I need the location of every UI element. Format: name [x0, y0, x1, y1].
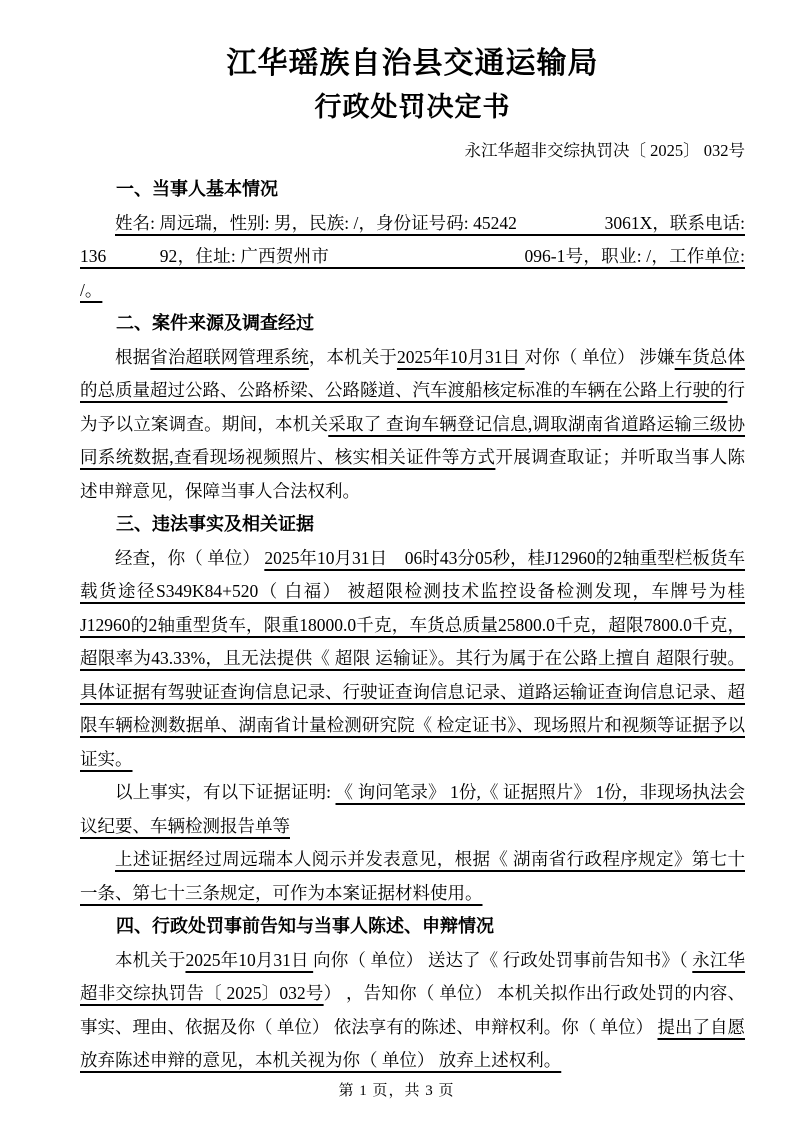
filled-blank-text: 姓名: 周远瑞，性别: 男，民族: /，身份证号码: 45242 3061X，联系电话: 136 92，住址: 广西贺州市 096-1号，职业: /，工作单位: /。 — [80, 212, 745, 300]
document-title-line1: 江华瑶族自治县交通运输局 — [226, 47, 599, 80]
paragraph — [80, 843, 745, 910]
filled-blank-text: 车货总体的总质量超过公路、公路桥梁、公路隧道、汽车渡船核定标准的车辆在公路上行驶的 — [80, 346, 746, 400]
text-segment: ，本机关于 — [308, 346, 397, 367]
filled-blank-text: 2025年10月31日 — [396, 346, 525, 367]
filled-blank-text: 采取了 查询车辆登记信息,调取湖南省道路运输三级协同系统数据,查看现场视频照片、核实相关证件等方式 — [80, 413, 746, 467]
page-number-footer: 第 1 页，共 3 页 — [338, 1083, 455, 1099]
paragraph — [80, 944, 745, 1078]
filled-blank-text: 上述证据经过周远瑞本人阅示并发表意见，根据《 湖南省行政程序规定》第七十一条、第七十三条规定，可作为本案证据材料使用。 — [80, 849, 745, 903]
paragraph — [80, 207, 745, 308]
filled-blank-text: 2025年10月31日 06时43分05秒，桂J12960的2轴重型栏板货车载货途径S349K84+520（ 白福） 被超限检测技术监控设备检测发现，车牌号为桂J12960的2轴重型货车，限重18000.0千克，车货总质量25800.0千克，超限7800.0千克，超限率为43.33%，且无法提供《 超限 运输证》。其行为属于在公路上擅自 超限行驶。具体证据有驾驶证查询信息记录、行驶证查询信息记录、道路运输证查询信息记录、超限车辆检测数据单、湖南省计量检测研究院《 检定证书》、现场照片和视频等证据予以证实。 — [80, 547, 746, 769]
filled-blank-text: 永江华超非交综执罚告〔 2025〕032号 — [80, 949, 746, 1003]
text-segment: 根据 — [115, 346, 151, 367]
text-segment: 开展调查取证；并听取当事人陈述申辩意见，保障当事人合法权利。 — [80, 447, 746, 501]
text-segment: ） ，告知你（ 单位） 本机关拟作出行政处罚的内容、事实、理由、依据及你（ 单位） 依法享有的陈述、申辩权利。你（ 单位） — [80, 983, 746, 1037]
text-segment: 向你（ 单位） 送达了《 行政处罚事前告知书》（ — [313, 949, 693, 970]
filled-blank-text: 省治超联网管理系统 — [150, 346, 309, 367]
section-heading-1: 一、当事人基本情况 — [116, 179, 278, 199]
document-body — [80, 173, 745, 1078]
filled-blank-text: 《 询问笔录》 1份,《 证据照片》 1份，非现场执法会议纪要、车辆检测报告单等 — [80, 782, 745, 836]
paragraph — [80, 776, 745, 843]
text-segment: 以上事实，有以下证据证明: — [115, 782, 336, 802]
paragraph — [80, 341, 745, 509]
filled-blank-text: 2025年10月31日 — [185, 949, 314, 970]
document-number: 永江华超非交综执罚决〔 2025〕 032号 — [464, 141, 745, 160]
filled-blank-text: 提出了自愿放弃陈述申辩的意见，本机关视为你（ 单位） 放弃上述权利。 — [80, 1016, 745, 1070]
section-heading-3: 三、违法事实及相关证据 — [116, 514, 314, 534]
text-segment: 经查，你（ 单位） — [115, 547, 265, 568]
text-segment: 本机关于 — [115, 949, 186, 970]
section-heading-2: 二、案件来源及调查经过 — [116, 313, 314, 333]
document-title-line2: 行政处罚决定书 — [314, 92, 511, 122]
section-heading-4: 四、行政处罚事前告知与当事人陈述、申辩情况 — [116, 916, 494, 936]
text-segment: 对你（ 单位） 涉嫌 — [524, 346, 675, 367]
paragraph — [80, 542, 745, 777]
text-segment: 行为予以立案调查。期间，本机关 — [80, 380, 745, 434]
